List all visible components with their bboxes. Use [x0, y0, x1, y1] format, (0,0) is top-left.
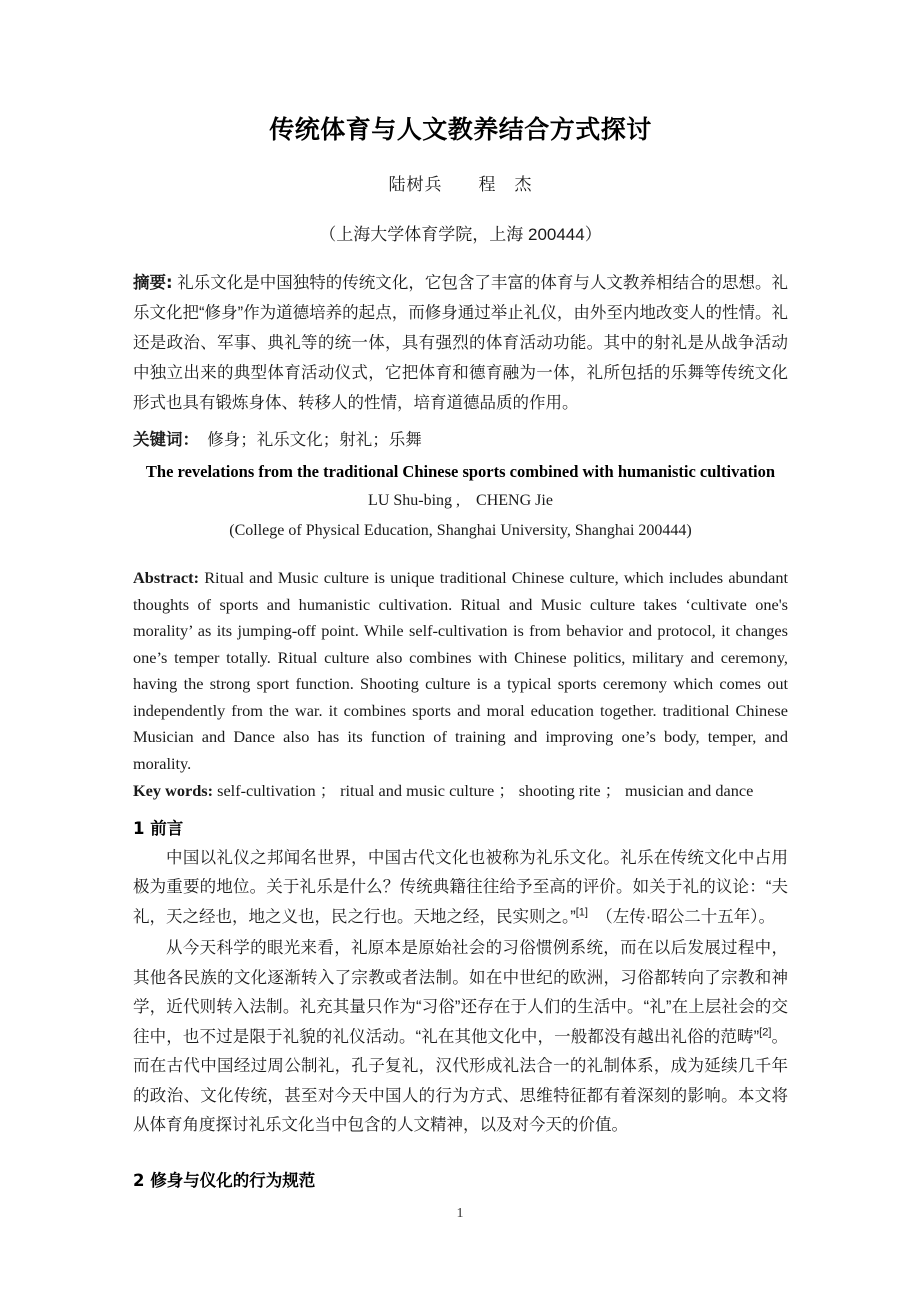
paragraph-text-continued: 。而在古代中国经过周公制礼，孔子复礼，汉代形成礼法合一的礼制体系，成为延续几千年的政治、文化传统，甚至对今天中国人的行为方式、思维特征都有着深刻的影响。本文将从体育角度探讨礼乐文化当中包含的人文精神，以及对今天的价值。 — [133, 1027, 788, 1134]
page-number: 1 — [456, 1206, 464, 1221]
keywords-cn-text: 修身；礼乐文化；射礼；乐舞 — [190, 431, 422, 449]
abstract-cn-label: 摘要: — [133, 273, 173, 292]
affiliation-cn: （上海大学体育学院，上海 200444） — [319, 225, 602, 244]
abstract-cn — [133, 245, 788, 418]
abstract-en — [133, 543, 788, 777]
page-title: 传统体育与人文教养结合方式探讨 — [269, 115, 652, 144]
page-content — [133, 0, 788, 1194]
keywords-en-text: self-cultivation ； ritual and music culture ； shooting rite ； musician and dance — [213, 781, 754, 800]
keywords-cn — [133, 418, 788, 454]
affiliation-en: (College of Physical Education, Shanghai University, Shanghai 200444) — [229, 522, 692, 539]
paragraph-text: 从今天科学的眼光来看，礼原本是原始社会的习俗惯例系统，而在以后发展过程中，其他各民族的文化逐渐转入了宗教或者法制。如在中世纪的欧洲，习俗都转向了宗教和神学，近代则转入法制。礼充其量只作为“习俗”还存在于人们的生活中。“礼”在上层社会的交往中，也不过是限于礼貌的礼仪活动。“礼在其他文化中，一般都没有越出礼俗的范畴” — [133, 939, 788, 1046]
abstract-en-label: Abstract: — [133, 568, 200, 587]
citation-marker-1: [1] — [575, 906, 588, 918]
section-1-paragraph-2 — [133, 932, 788, 1141]
abstract-cn-text: 礼乐文化是中国独特的传统文化，它包含了丰富的体育与人文教养相结合的思想。礼乐文化把“修身”作为道德培养的起点，而修身通过举止礼仪，由外至内地改变人的性情。礼还是政治、军事、典礼等的统一体，具有强烈的体育活动功能。其中的射礼是从战争活动中独立出来的典型体育活动仪式，它把体育和德育融为一体，礼所包括的乐舞等传统文化形式也具有锻炼身体、转移人的性情，培育道德品质的作用。 — [133, 274, 788, 412]
keywords-en-label: Key words: — [133, 781, 214, 800]
abstract-en-text: Ritual and Music culture is unique traditional Chinese culture, which includes abundant thoughts of sports and humanistic cultivation. Ritual and Music culture takes ‘cultivate one's morality’ as its jumping-off point. While self-cultivation is from behavior and protocol, it changes one’s temper totally. Ritual culture also combines with Chinese politics, military and ceremony, having the strong sport function. Shooting culture is a typical sports ceremony which comes out independently from the war. it combines sports and moral education together. traditional Chinese Musician and Dance also has its function of training and improving one’s body, temper, and morality. — [133, 568, 788, 773]
paragraph-text: 中国以礼仪之邦闻名世界，中国古代文化也被称为礼乐文化。礼乐在传统文化中占用极为重要的地位。关于礼乐是什么？传统典籍往往给予至高的评价。如关于礼的议论：“夫礼，天之经也，地之义也，民之行也。天地之经，民实则之。” — [133, 848, 788, 926]
keywords-cn-label: 关键词： — [133, 430, 191, 449]
section-heading-2: 2 修身与仪化的行为规范 — [133, 1170, 316, 1190]
keywords-en — [133, 777, 788, 805]
title-en: The revelations from the traditional Chinese sports combined with humanistic cultivation — [145, 462, 776, 481]
authors-cn: 陆树兵 程 杰 — [388, 175, 533, 194]
section-1-paragraph-1 — [133, 842, 788, 933]
section-heading-1: 1 前言 — [133, 818, 184, 838]
paragraph-text-continued: （左传·昭公二十五年）。 — [587, 907, 775, 926]
citation-marker-2: [2] — [759, 1026, 772, 1038]
authors-en: LU Shu-bing , CHENG Jie — [368, 492, 553, 509]
